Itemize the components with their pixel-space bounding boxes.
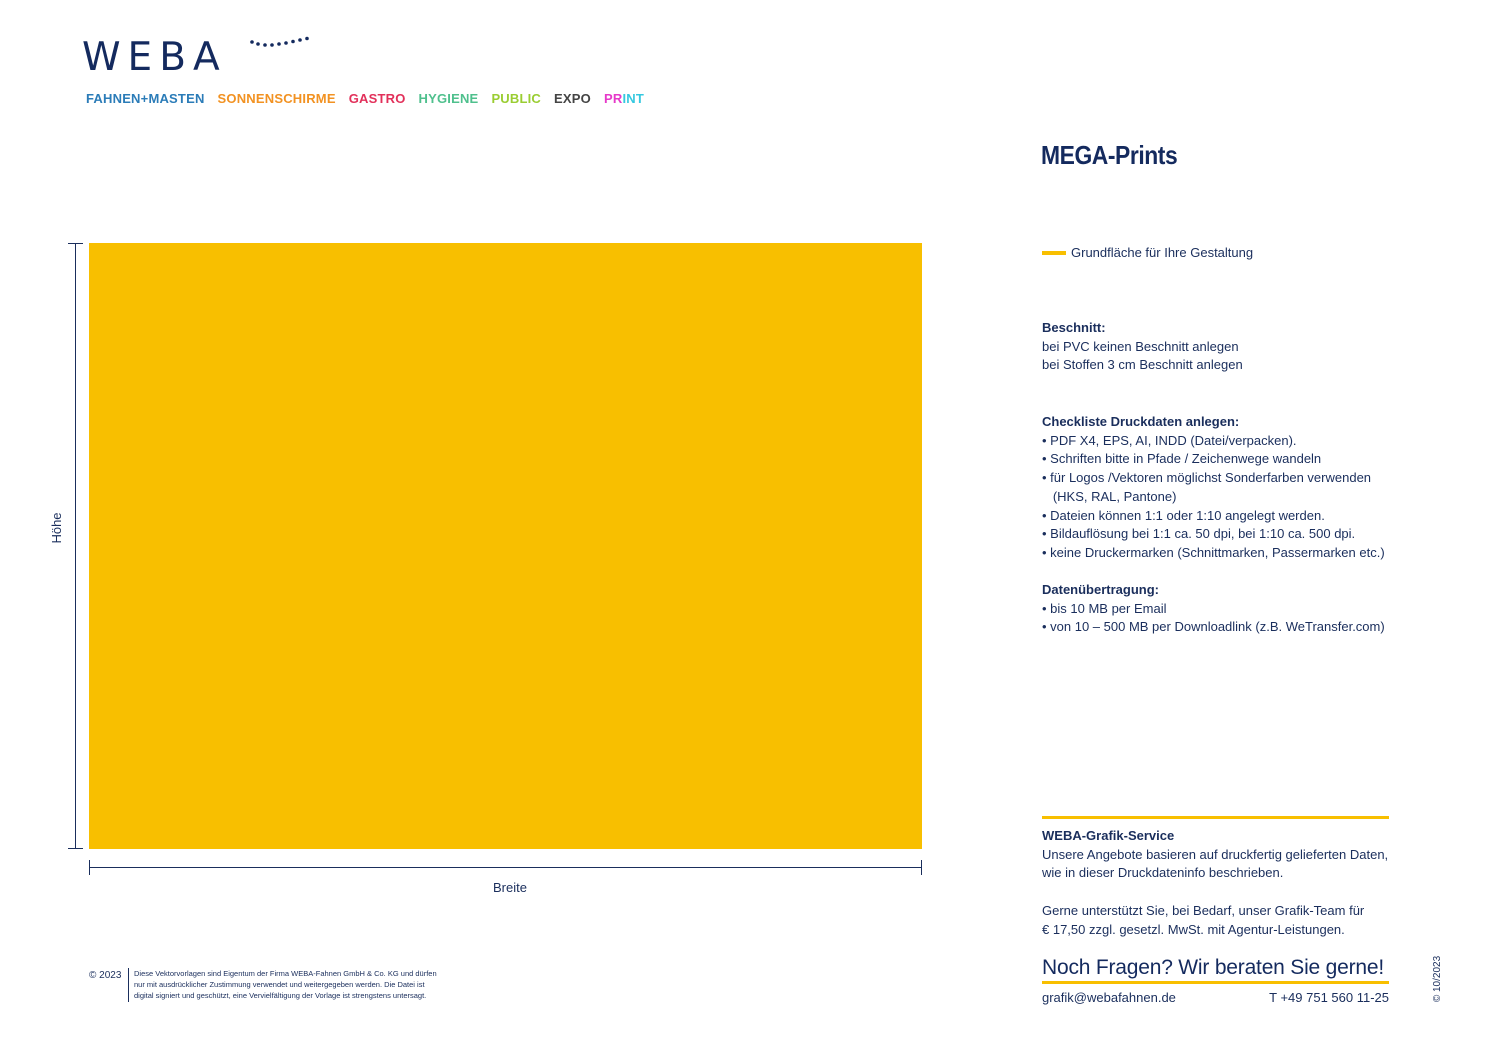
width-dimension-line: [89, 867, 922, 868]
checkliste-line: • Schriften bitte in Pfade / Zeichenwege wandeln: [1042, 451, 1322, 467]
disclaimer-divider: [128, 968, 129, 1002]
logo-dots-icon: [248, 36, 312, 52]
disclaimer-line: Diese Vektorvorlagen sind Eigentum der Firma WEBA-Fahnen GmbH & Co. KG und dürfen: [134, 969, 437, 978]
datenuebertragung-section: [1042, 581, 1385, 637]
category-fahnen-masten: FAHNEN+MASTEN: [86, 91, 205, 106]
checkliste-section: [1042, 413, 1385, 563]
beschnitt-heading: Beschnitt:: [1042, 320, 1106, 335]
service-line: € 17,50 zzgl. gesetzl. MwSt. mit Agentur-Leistungen.: [1042, 921, 1345, 937]
legend: [1042, 245, 1253, 260]
legend-swatch: [1042, 251, 1066, 255]
service-line: Gerne unterstützt Sie, bei Bedarf, unser Grafik-Team für: [1042, 902, 1365, 918]
daten-line: • bis 10 MB per Email: [1042, 600, 1167, 616]
service-heading: WEBA-Grafik-Service: [1042, 828, 1175, 843]
service-line: Unsere Angebote basieren auf druckfertig gelieferten Daten,: [1042, 846, 1389, 862]
copyright: © 2023: [89, 970, 122, 981]
daten-heading: Datenübertragung:: [1042, 582, 1159, 597]
height-dimension-cap-bottom: [68, 848, 83, 849]
disclaimer: [134, 968, 437, 1001]
category-print-part2: INT: [622, 91, 644, 106]
category-hygiene: HYGIENE: [418, 91, 479, 106]
beschnitt-line: bei PVC keinen Beschnitt anlegen: [1042, 338, 1239, 354]
category-list: [86, 91, 644, 106]
category-expo: EXPO: [554, 91, 591, 106]
page-title: MEGA-Prints: [1041, 140, 1178, 170]
disclaimer-line: digital signiert und geschützt, eine Vervielfältigung der Vorlage ist strengstens untersagt.: [134, 991, 427, 1000]
category-print: [604, 91, 644, 106]
weba-logo: [82, 36, 322, 80]
design-area: [89, 243, 922, 849]
checkliste-line: • keine Druckermarken (Schnittmarken, Passermarken etc.): [1042, 544, 1385, 560]
legend-text: Grundfläche für Ihre Gestaltung: [1071, 245, 1254, 260]
checkliste-line: • PDF X4, EPS, AI, INDD (Datei/verpacken).: [1042, 432, 1297, 448]
width-dimension-cap-left: [89, 860, 90, 875]
grafik-service-section: [1042, 827, 1388, 939]
checkliste-line: • Bildauflösung bei 1:1 ca. 50 dpi, bei 1:10 ca. 500 dpi.: [1042, 526, 1356, 542]
checkliste-heading: Checkliste Druckdaten anlegen:: [1042, 414, 1240, 429]
height-dimension-line: [75, 243, 76, 849]
daten-line: • von 10 – 500 MB per Downloadlink (z.B. WeTransfer.com): [1042, 619, 1385, 635]
disclaimer-line: nur mit ausdrücklicher Zustimmung verwendet und weitergegeben werden. Die Datei ist: [134, 980, 425, 989]
service-line: wie in dieser Druckdateninfo beschrieben.: [1042, 865, 1284, 881]
height-label: Höhe: [49, 512, 64, 544]
contact-heading: Noch Fragen? Wir beraten Sie gerne!: [1042, 956, 1385, 979]
logo-text: WEBA: [82, 35, 227, 80]
contact-email-link[interactable]: grafik@webafahnen.de: [1042, 990, 1176, 1005]
version-label: © 10/2023: [1432, 955, 1443, 1003]
service-divider: [1042, 816, 1389, 819]
category-print-part1: PR: [603, 91, 623, 106]
category-gastro: GASTRO: [348, 91, 406, 106]
contact-phone: T +49 751 560 11-25: [1269, 990, 1389, 1005]
height-dimension-cap-top: [68, 243, 83, 244]
width-dimension-cap-right: [921, 860, 922, 875]
beschnitt-section: [1042, 319, 1243, 375]
category-sonnenschirme: SONNENSCHIRME: [217, 91, 336, 106]
checkliste-line: • Dateien können 1:1 oder 1:10 angelegt werden.: [1042, 507, 1325, 523]
service-line-spacer: [1042, 883, 1388, 902]
checkliste-line: • für Logos /Vektoren möglichst Sonderfarben verwenden: [1042, 470, 1372, 486]
contact-underline: [1042, 981, 1389, 984]
category-public: PUBLIC: [491, 91, 542, 106]
checkliste-line: (HKS, RAL, Pantone): [1042, 488, 1177, 504]
beschnitt-line: bei Stoffen 3 cm Beschnitt anlegen: [1042, 357, 1243, 373]
width-label: Breite: [493, 880, 527, 895]
